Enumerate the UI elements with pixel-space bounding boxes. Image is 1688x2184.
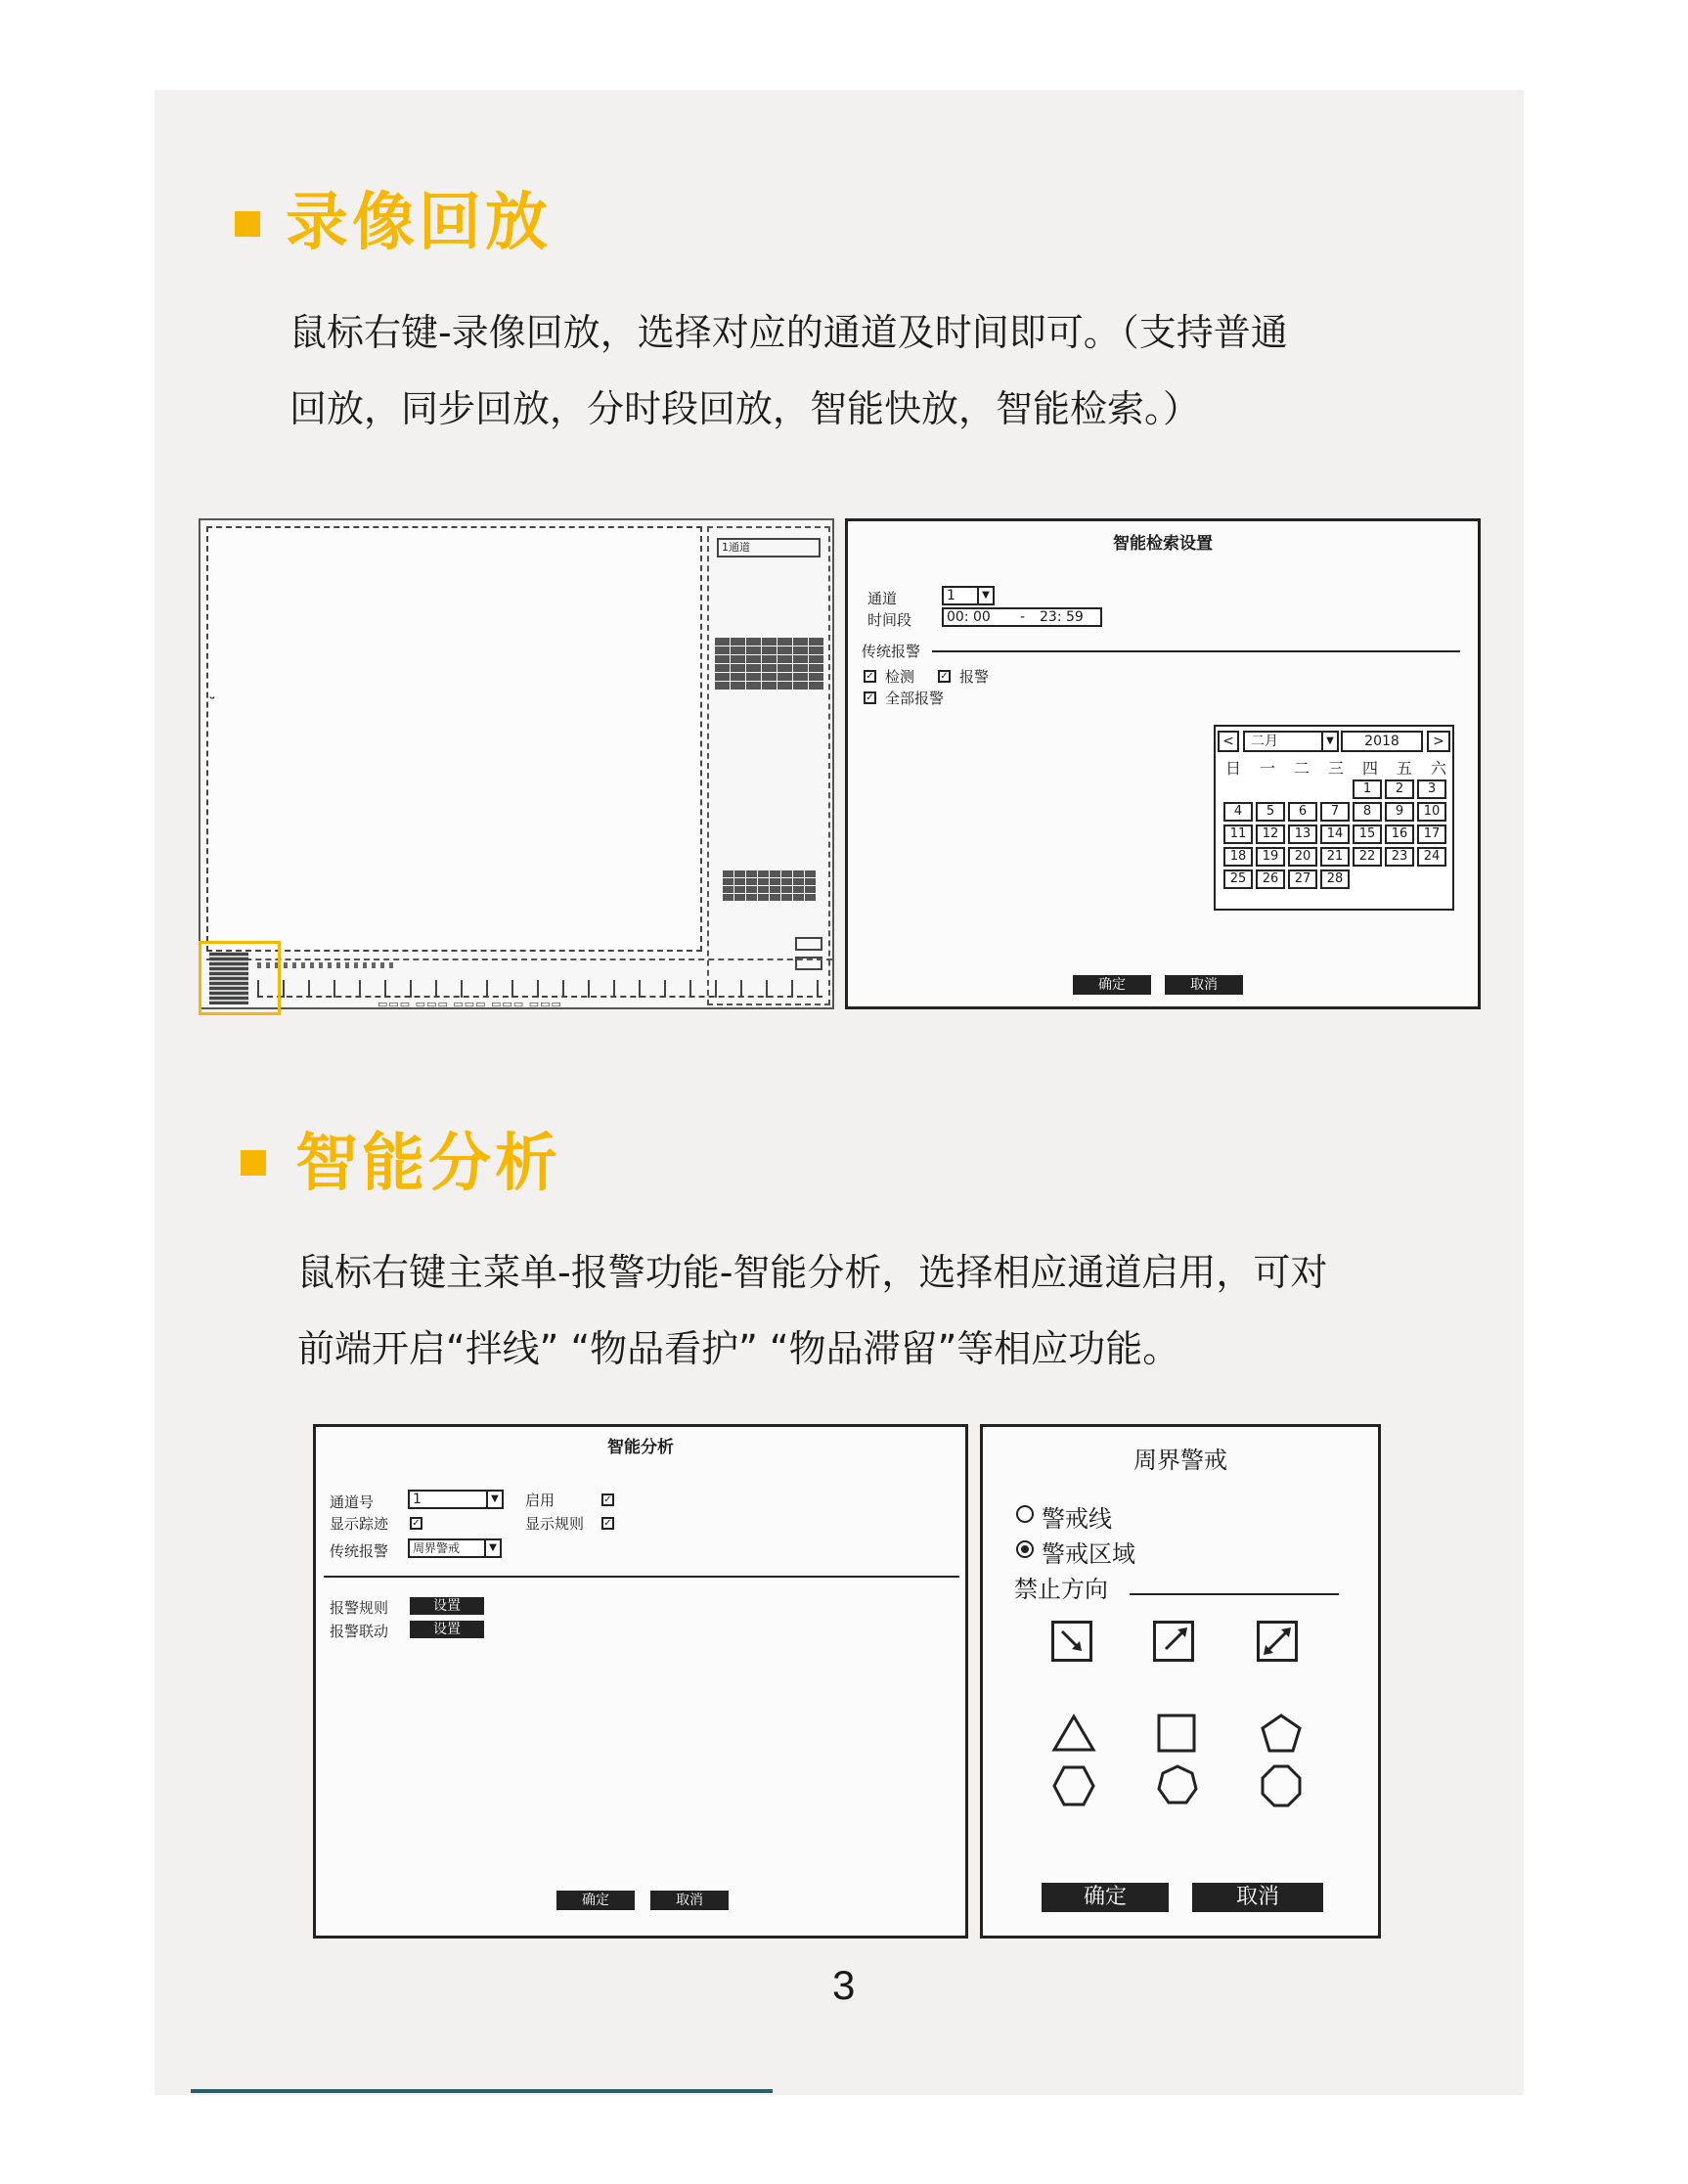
cursor-mark: ˘ xyxy=(208,694,216,713)
calendar-day[interactable]: 25 xyxy=(1223,869,1253,889)
channel-select[interactable] xyxy=(942,586,995,605)
divider xyxy=(324,1576,959,1578)
detect-label: 检测 xyxy=(885,668,915,686)
calendar-month: 二月 xyxy=(1251,734,1278,749)
calendar-days xyxy=(1223,780,1448,889)
smart-analysis-dialog xyxy=(313,1424,968,1939)
calendar-next-button[interactable]: > xyxy=(1427,731,1450,752)
ok-button[interactable]: 确定 xyxy=(556,1891,635,1910)
smart-search-dialog xyxy=(845,518,1481,1009)
calendar-day[interactable]: 21 xyxy=(1320,847,1350,867)
video-area[interactable] xyxy=(206,526,702,952)
time-separator: - xyxy=(1020,609,1026,625)
calendar-day[interactable]: 8 xyxy=(1353,802,1382,822)
dialog-title: 智能检索设置 xyxy=(1113,534,1213,554)
show-rule-checkbox[interactable]: ✓ xyxy=(601,1517,614,1530)
all-alarm-checkbox[interactable]: ✓ xyxy=(864,691,876,704)
dialog-title: 周界警戒 xyxy=(1133,1447,1227,1474)
calendar-day[interactable]: 22 xyxy=(1353,847,1382,867)
show-track-checkbox[interactable]: ✓ xyxy=(410,1517,422,1530)
calendar-day[interactable]: 24 xyxy=(1417,847,1446,867)
alarm-rule-setting-button[interactable]: 设置 xyxy=(410,1597,484,1615)
time-range-input[interactable] xyxy=(942,607,1102,627)
paragraph-line: 前端开启“拌线” “物品看护” “物品滞留”等相应功能。 xyxy=(297,1327,1180,1370)
cancel-button[interactable]: 取消 xyxy=(650,1891,729,1910)
radio-area-selected[interactable] xyxy=(1016,1540,1034,1558)
channel-no-value: 1 xyxy=(413,1492,422,1507)
time-start: 00: 00 xyxy=(947,609,991,625)
alarm-type-select[interactable] xyxy=(408,1538,502,1558)
calendar-day[interactable]: 10 xyxy=(1417,802,1446,822)
calendar-weekday: 三 xyxy=(1327,759,1344,778)
calendar-day[interactable]: 27 xyxy=(1288,869,1317,889)
calendar-day[interactable]: 3 xyxy=(1417,780,1446,799)
channel-value: 1 xyxy=(947,588,955,603)
playback-sidebar xyxy=(707,526,830,1005)
enable-checkbox[interactable]: ✓ xyxy=(601,1493,614,1506)
alarm-rule-label: 报警规则 xyxy=(330,1599,389,1617)
all-alarm-label: 全部报警 xyxy=(885,690,945,707)
option-line-label: 警戒线 xyxy=(1042,1505,1112,1533)
page-number: 3 xyxy=(832,1962,856,2008)
option-area-label: 警戒区域 xyxy=(1042,1540,1135,1568)
chevron-down-icon: ▼ xyxy=(977,588,993,603)
detect-checkbox[interactable]: ✓ xyxy=(864,670,876,683)
pentagon-icon[interactable] xyxy=(1259,1713,1304,1754)
calendar-day[interactable]: 1 xyxy=(1353,780,1382,799)
calendar-day[interactable]: 11 xyxy=(1223,825,1253,844)
alarm-link-label: 报警联动 xyxy=(330,1623,389,1640)
alarm-type-label: 传统报警 xyxy=(330,1542,389,1560)
hexagon-icon[interactable] xyxy=(1051,1763,1096,1808)
section-paragraph-analysis xyxy=(297,1234,1327,1387)
calendar-weekday: 日 xyxy=(1225,759,1242,778)
alarm-type-value: 周界警戒 xyxy=(413,1541,461,1555)
arrow-down-right-icon[interactable] xyxy=(1051,1621,1092,1662)
channel-grid[interactable] xyxy=(723,870,821,901)
calendar-weekday: 六 xyxy=(1430,759,1446,778)
mini-calendar[interactable] xyxy=(715,638,824,690)
calendar-day[interactable]: 6 xyxy=(1288,802,1317,822)
channel-no-label: 通道号 xyxy=(330,1493,375,1511)
calendar-day[interactable]: 28 xyxy=(1320,869,1350,889)
radio-line[interactable] xyxy=(1016,1505,1034,1523)
alarm-link-setting-button[interactable]: 设置 xyxy=(410,1621,484,1638)
calendar-day[interactable]: 7 xyxy=(1320,802,1350,822)
section-paragraph-playback xyxy=(289,294,1288,447)
alarm-label: 报警 xyxy=(959,668,990,686)
divider xyxy=(932,650,1460,652)
highlight-box xyxy=(199,941,281,1015)
paragraph-line: 鼠标右键主菜单-报警功能-智能分析，选择相应通道启用，可对 xyxy=(297,1251,1328,1294)
calendar-day[interactable]: 4 xyxy=(1223,802,1253,822)
ok-button[interactable]: 确定 xyxy=(1073,975,1151,995)
playback-screenshot xyxy=(199,518,834,1009)
calendar-month-select[interactable] xyxy=(1243,731,1339,752)
calendar-weekdays xyxy=(1225,756,1446,779)
paragraph-line: 鼠标右键-录像回放，选择对应的通道及时间即可。（支持普通 xyxy=(289,311,1288,354)
calendar-day[interactable]: 20 xyxy=(1288,847,1317,867)
calendar xyxy=(1214,725,1454,911)
time-label: 时间段 xyxy=(867,611,912,629)
calendar-day[interactable]: 2 xyxy=(1385,780,1414,799)
octagon-icon[interactable] xyxy=(1259,1763,1304,1808)
heptagon-icon[interactable] xyxy=(1155,1763,1200,1808)
cancel-button[interactable]: 取消 xyxy=(1192,1883,1323,1912)
channel-select-label: 1通道 xyxy=(722,541,750,554)
calendar-day[interactable]: 19 xyxy=(1256,847,1285,867)
sidebar-button[interactable] xyxy=(795,937,822,951)
divider xyxy=(1130,1593,1339,1595)
square-icon[interactable] xyxy=(1155,1713,1198,1754)
show-track-label: 显示踪迹 xyxy=(330,1515,389,1533)
channel-select[interactable] xyxy=(717,538,821,557)
section-title-playback: 录像回放 xyxy=(286,187,552,259)
calendar-day[interactable]: 9 xyxy=(1385,802,1414,822)
calendar-weekday: 一 xyxy=(1259,759,1275,778)
time-end: 23: 59 xyxy=(1040,609,1084,625)
enable-label: 启用 xyxy=(525,1492,555,1509)
forbid-direction-label: 禁止方向 xyxy=(1014,1576,1108,1603)
calendar-prev-button[interactable]: < xyxy=(1218,731,1239,752)
paragraph-line: 回放，同步回放，分时段回放，智能快放，智能检索。） xyxy=(289,387,1201,430)
chevron-down-icon: ▼ xyxy=(484,1540,500,1556)
arrow-both-diagonal-icon[interactable] xyxy=(1257,1621,1298,1662)
alarm-section-label: 传统报警 xyxy=(862,643,921,660)
split-mode-icon[interactable] xyxy=(209,952,248,1004)
show-rule-label: 显示规则 xyxy=(525,1515,585,1533)
bottom-rule xyxy=(191,2089,773,2093)
calendar-weekday: 五 xyxy=(1396,759,1412,778)
dialog-title: 智能分析 xyxy=(607,1438,674,1457)
alarm-checkbox[interactable]: ✓ xyxy=(938,670,951,683)
calendar-empty-cell xyxy=(1288,780,1317,799)
calendar-empty-cell xyxy=(1256,780,1285,799)
calendar-weekday: 四 xyxy=(1361,759,1378,778)
section-marker xyxy=(241,1150,266,1176)
radio-dot xyxy=(1021,1545,1029,1553)
calendar-day[interactable]: 17 xyxy=(1417,825,1446,844)
calendar-day[interactable]: 23 xyxy=(1385,847,1414,867)
calendar-day[interactable]: 18 xyxy=(1223,847,1253,867)
channel-label: 通道 xyxy=(867,590,898,607)
triangle-icon[interactable] xyxy=(1051,1713,1096,1754)
section-title-analysis: 智能分析 xyxy=(295,1128,561,1200)
calendar-day[interactable]: 15 xyxy=(1353,825,1382,844)
timeline-controls[interactable]: ▭▭▭ ▭▭▭ ▭▭▭ ▭▭▭ ▭▭▭ xyxy=(378,998,562,1010)
calendar-day[interactable]: 26 xyxy=(1256,869,1285,889)
cancel-button[interactable]: 取消 xyxy=(1165,975,1243,995)
calendar-day[interactable]: 12 xyxy=(1256,825,1285,844)
chevron-down-icon: ▼ xyxy=(486,1492,502,1507)
calendar-empty-cell xyxy=(1223,780,1253,799)
ok-button[interactable]: 确定 xyxy=(1042,1883,1169,1912)
calendar-day[interactable]: 13 xyxy=(1288,825,1317,844)
calendar-empty-cell xyxy=(1320,780,1350,799)
timeline[interactable] xyxy=(206,958,832,1010)
calendar-weekday: 二 xyxy=(1293,759,1310,778)
calendar-day[interactable]: 5 xyxy=(1256,802,1285,822)
arrow-up-right-icon[interactable] xyxy=(1153,1621,1194,1662)
chevron-down-icon: ▼ xyxy=(1321,733,1337,750)
section-marker xyxy=(235,211,260,237)
channel-no-select[interactable] xyxy=(408,1490,504,1509)
perimeter-dialog xyxy=(980,1424,1381,1939)
calendar-day[interactable]: 14 xyxy=(1320,825,1350,844)
calendar-year[interactable]: 2018 xyxy=(1341,731,1423,752)
timeline-ticks xyxy=(257,980,822,998)
calendar-day[interactable]: 16 xyxy=(1385,825,1414,844)
